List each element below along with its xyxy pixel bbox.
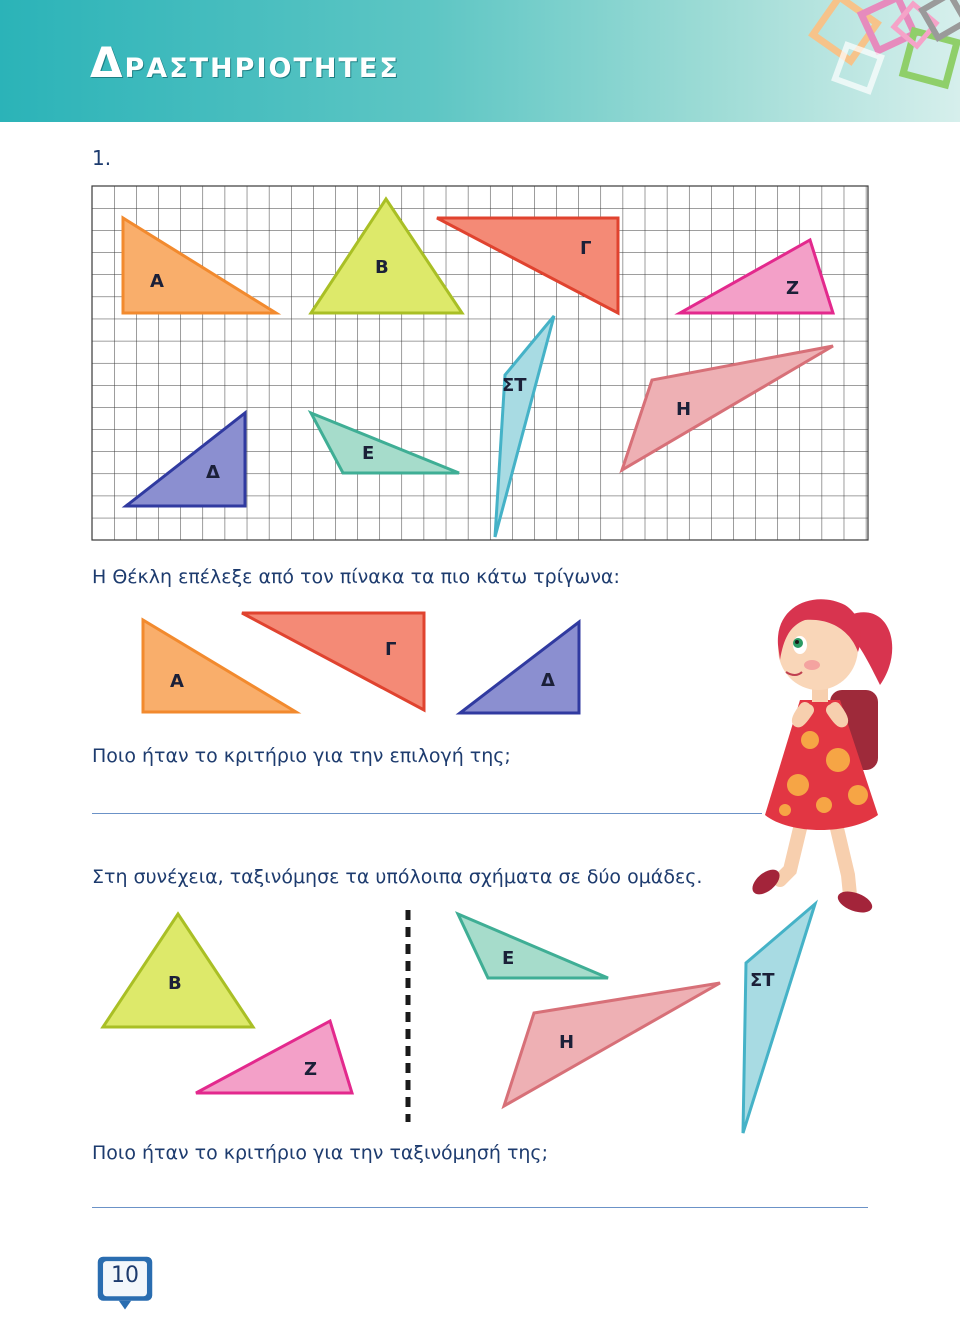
group-label-E: Ε [502, 948, 515, 969]
title-first-letter: Δ [90, 38, 125, 87]
group-label-ST: ΣΤ [750, 970, 775, 991]
title-rest: ΡΑΣΤΗΡΙΟΤΗΤΕΣ [124, 53, 400, 84]
page-number: 10 [111, 1263, 139, 1288]
group1-triangle-B [103, 914, 253, 1027]
label-D: Δ [206, 462, 220, 483]
selected-label-G: Γ [385, 639, 397, 660]
group2-triangle-ST [743, 904, 815, 1133]
label-B: Β [375, 257, 389, 278]
selected-label-D: Δ [541, 670, 555, 691]
group2-triangle-H [504, 983, 720, 1106]
label-G: Γ [580, 238, 592, 259]
group1-triangle-Z [196, 1021, 352, 1093]
answer-line-2[interactable] [92, 1207, 868, 1208]
group2-triangle-E [458, 914, 608, 978]
label-H: Η [676, 399, 692, 420]
label-Z: Ζ [786, 278, 800, 299]
group-label-B: Β [168, 973, 182, 994]
selected-label-A: Α [170, 671, 184, 692]
label-E: Ε [362, 443, 375, 464]
label-A: Α [150, 271, 164, 292]
label-ST: ΣΤ [502, 375, 527, 396]
question-criterion-classification: Ποιο ήταν το κριτήριο για την ταξινόμησή της; [92, 1142, 548, 1164]
group-label-Z: Ζ [304, 1059, 318, 1080]
instruction-classify: Στη συνέχεια, ταξινόμησε τα υπόλοιπα σχήματα σε δύο ομάδες. [92, 866, 703, 888]
exercise-number: 1. [92, 146, 112, 170]
sentence-selected: Η Θέκλη επέλεξε από τον πίνακα τα πιο κάτω τρίγωνα: [92, 566, 620, 588]
group-label-H: Η [559, 1032, 575, 1053]
question-criterion-selection: Ποιο ήταν το κριτήριο για την επιλογή της; [92, 745, 511, 767]
